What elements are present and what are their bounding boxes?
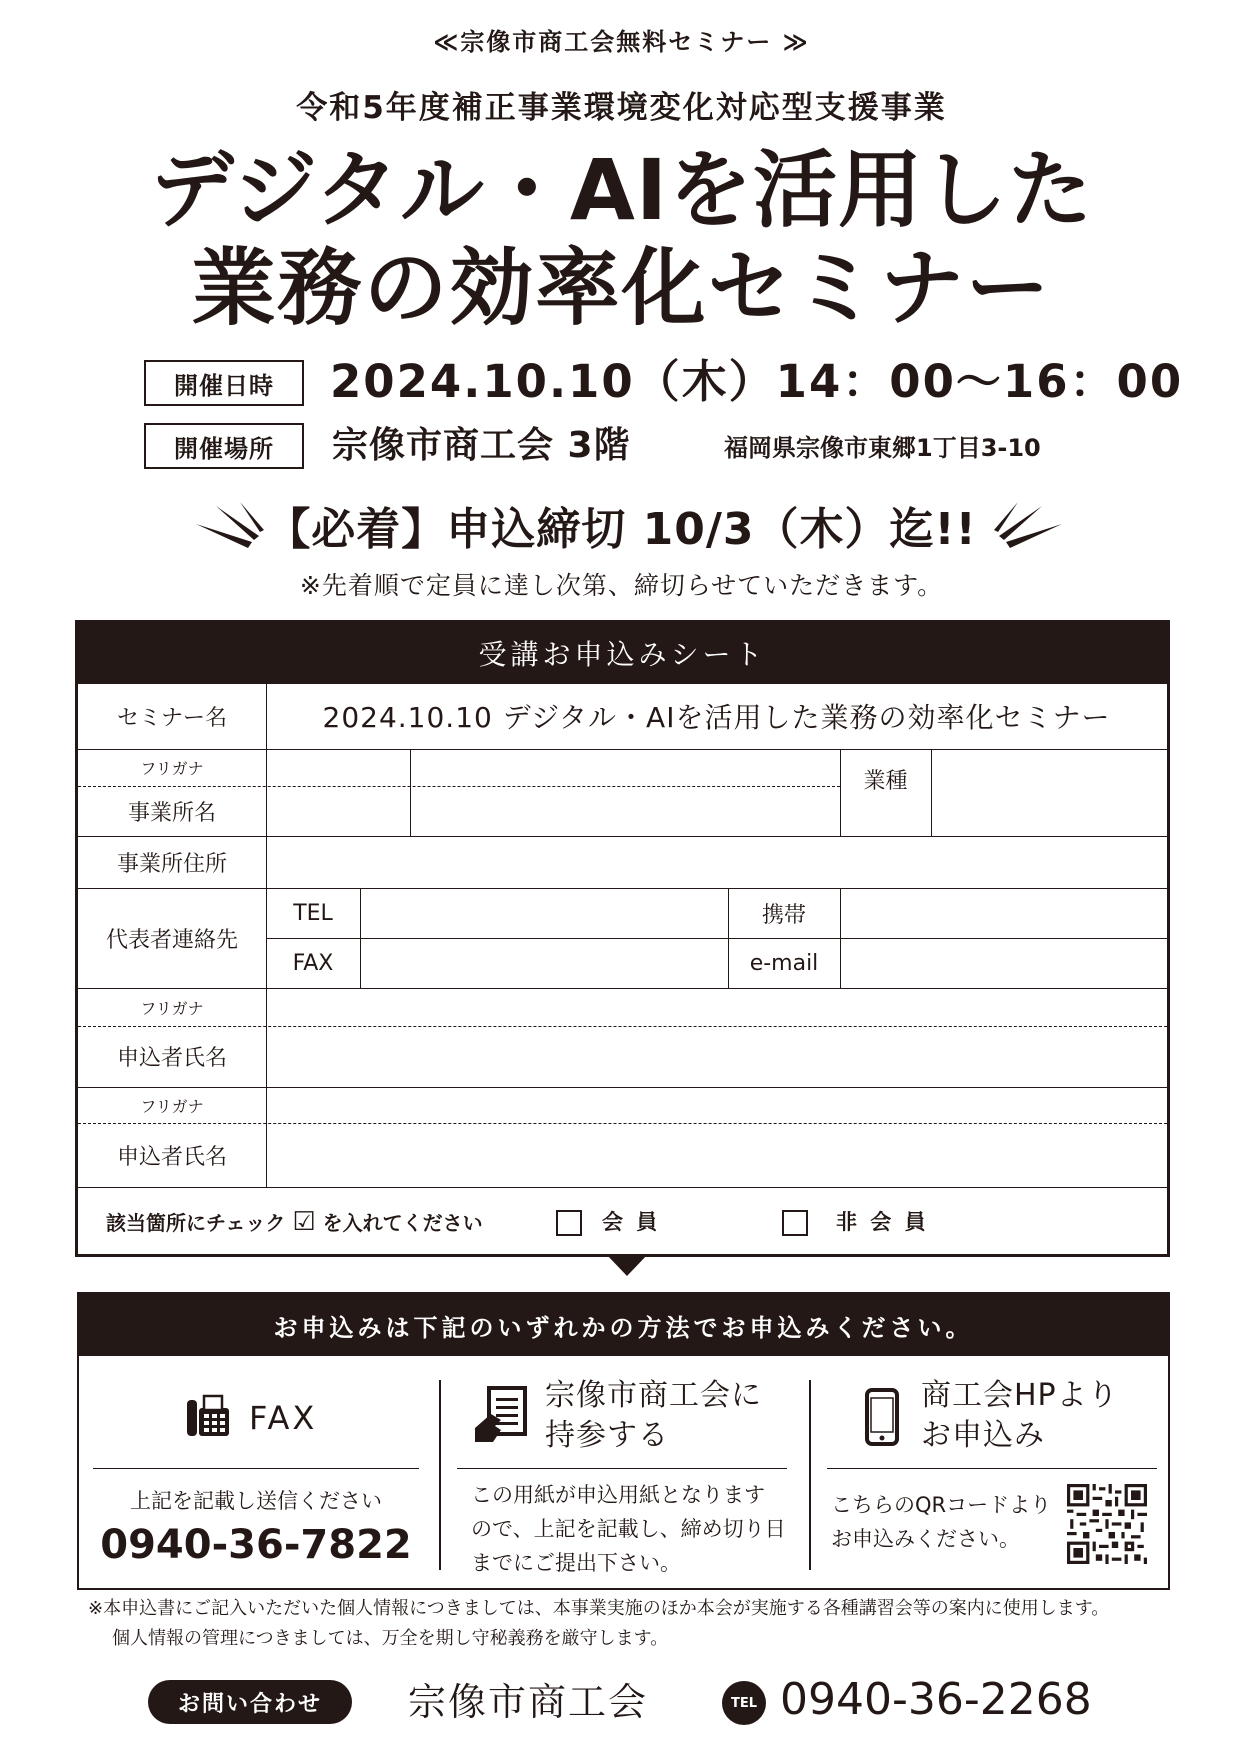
- office-name-field[interactable]: [412, 788, 839, 835]
- fax-field[interactable]: [362, 939, 727, 987]
- place-value: 宗像市商工会 3階: [332, 425, 631, 466]
- applicant1-name-field[interactable]: [268, 1028, 1165, 1086]
- applicant2-name-field[interactable]: [268, 1125, 1165, 1186]
- program-name: 令和5年度補正事業環境変化対応型支援事業: [296, 90, 947, 126]
- page-title-line1: デジタル・AIを活用した: [149, 141, 1094, 239]
- qr-code-icon[interactable]: [1067, 1484, 1147, 1564]
- applicant1-name-label: 申込者氏名: [116, 1046, 227, 1071]
- check-instruction-post: を入れてください: [322, 1211, 483, 1235]
- web-desc-line2: お申込みください。: [831, 1527, 1020, 1551]
- office-name-label: 事業所名: [127, 800, 216, 826]
- privacy-note-line2: 個人情報の管理につきましては、万全を期し守秘義務を厳守します。: [112, 1628, 669, 1649]
- deadline: 【必着】申込締切 10/3（木）迄!!: [266, 504, 977, 555]
- privacy-note-line1: ※本申込書にご記入いただいた個人情報につきましては、本事業実施のほか本会が実施する各種講習会等の案内に使用します。: [88, 1598, 1110, 1619]
- bring-desc-line1: この用紙が申込用紙となります: [471, 1483, 765, 1507]
- tel-field[interactable]: [362, 889, 727, 937]
- bring-desc-line3: までにご提出下さい。: [471, 1551, 681, 1575]
- applicant2-name-label: 申込者氏名: [116, 1144, 227, 1170]
- application-methods: [77, 1292, 1170, 1590]
- member-label: 会 員: [602, 1210, 661, 1234]
- inquiry-tel[interactable]: 0940-36-2268: [780, 1674, 1092, 1725]
- office-address-label: 事業所住所: [116, 851, 227, 877]
- member-checkbox[interactable]: [556, 1210, 582, 1236]
- email-field[interactable]: [842, 939, 1165, 987]
- bring-title-line1: 宗像市商工会に: [545, 1378, 762, 1413]
- applicant2-furigana-field[interactable]: [268, 1088, 1165, 1122]
- page-title-line2: 業務の効率化セミナー: [191, 239, 1052, 337]
- tel-badge: TEL: [722, 1681, 766, 1725]
- email-label: e-mail: [749, 950, 819, 976]
- checkmark-icon: ☑: [292, 1207, 316, 1237]
- office-address-field[interactable]: [268, 837, 1165, 887]
- smartphone-icon: [865, 1388, 899, 1446]
- nonmember-checkbox[interactable]: [782, 1210, 808, 1236]
- applicant1-furigana-field[interactable]: [268, 989, 1165, 1025]
- office-furigana-label: フリガナ: [140, 759, 204, 778]
- application-form: [75, 620, 1170, 1257]
- fax-label: FAX: [292, 950, 334, 976]
- document-hand-icon: [473, 1386, 529, 1446]
- deadline-note: ※先着順で定員に達し次第、締切らせていただきます。: [299, 571, 944, 600]
- industry-label: 業種: [863, 768, 908, 794]
- org-name: 宗像市商工会: [408, 1680, 649, 1724]
- date-label: 開催日時: [144, 360, 304, 406]
- applicant2-furigana-label: フリガナ: [140, 1096, 204, 1116]
- fax-icon: [185, 1394, 231, 1440]
- fax-title: FAX: [249, 1399, 318, 1437]
- kicker: ≪宗像市商工会無料セミナー ≫: [433, 28, 810, 56]
- web-title-line1: 商工会HPより: [921, 1378, 1119, 1413]
- tel-label: TEL: [293, 900, 333, 926]
- seminar-name-label: セミナー名: [116, 705, 227, 731]
- inquiry-label: お問い合わせ: [148, 1680, 352, 1724]
- check-instruction-pre: 該当箇所にチェック: [106, 1211, 286, 1235]
- mobile-label: 携帯: [761, 902, 806, 928]
- web-title-line2: お申込み: [921, 1418, 1045, 1453]
- fax-number: 0940-36-7822: [100, 1522, 412, 1568]
- address: 福岡県宗像市東郷1丁目3-10: [724, 434, 1041, 462]
- mobile-field[interactable]: [842, 889, 1165, 937]
- industry-field[interactable]: [933, 750, 1165, 835]
- down-arrow-icon: [606, 1254, 648, 1276]
- date-value: 2024.10.10（木）14：00～16：00: [330, 355, 1184, 408]
- applicant1-furigana-label: フリガナ: [140, 998, 204, 1018]
- bring-desc-line2: ので、上記を記載し、締め切り日: [471, 1517, 786, 1541]
- bring-title-line2: 持参する: [545, 1418, 669, 1453]
- office-furigana-field[interactable]: [412, 750, 839, 785]
- fax-description: 上記を記載し送信ください: [130, 1489, 382, 1513]
- contact-label: 代表者連絡先: [105, 927, 238, 953]
- methods-heading: お申込みは下記のいずれかの方法でお申込みください。: [79, 1294, 1168, 1356]
- place-label: 開催場所: [144, 423, 304, 469]
- burst-right-icon: [992, 502, 1062, 562]
- form-title: 受講お申込みシート: [78, 623, 1167, 683]
- nonmember-label: 非 会 員: [836, 1210, 929, 1234]
- check-instruction: [106, 1207, 483, 1238]
- seminar-name-value: 2024.10.10 デジタル・AIを活用した業務の効率化セミナー: [322, 701, 1111, 734]
- web-desc-line1: こちらのQRコードより: [831, 1493, 1052, 1517]
